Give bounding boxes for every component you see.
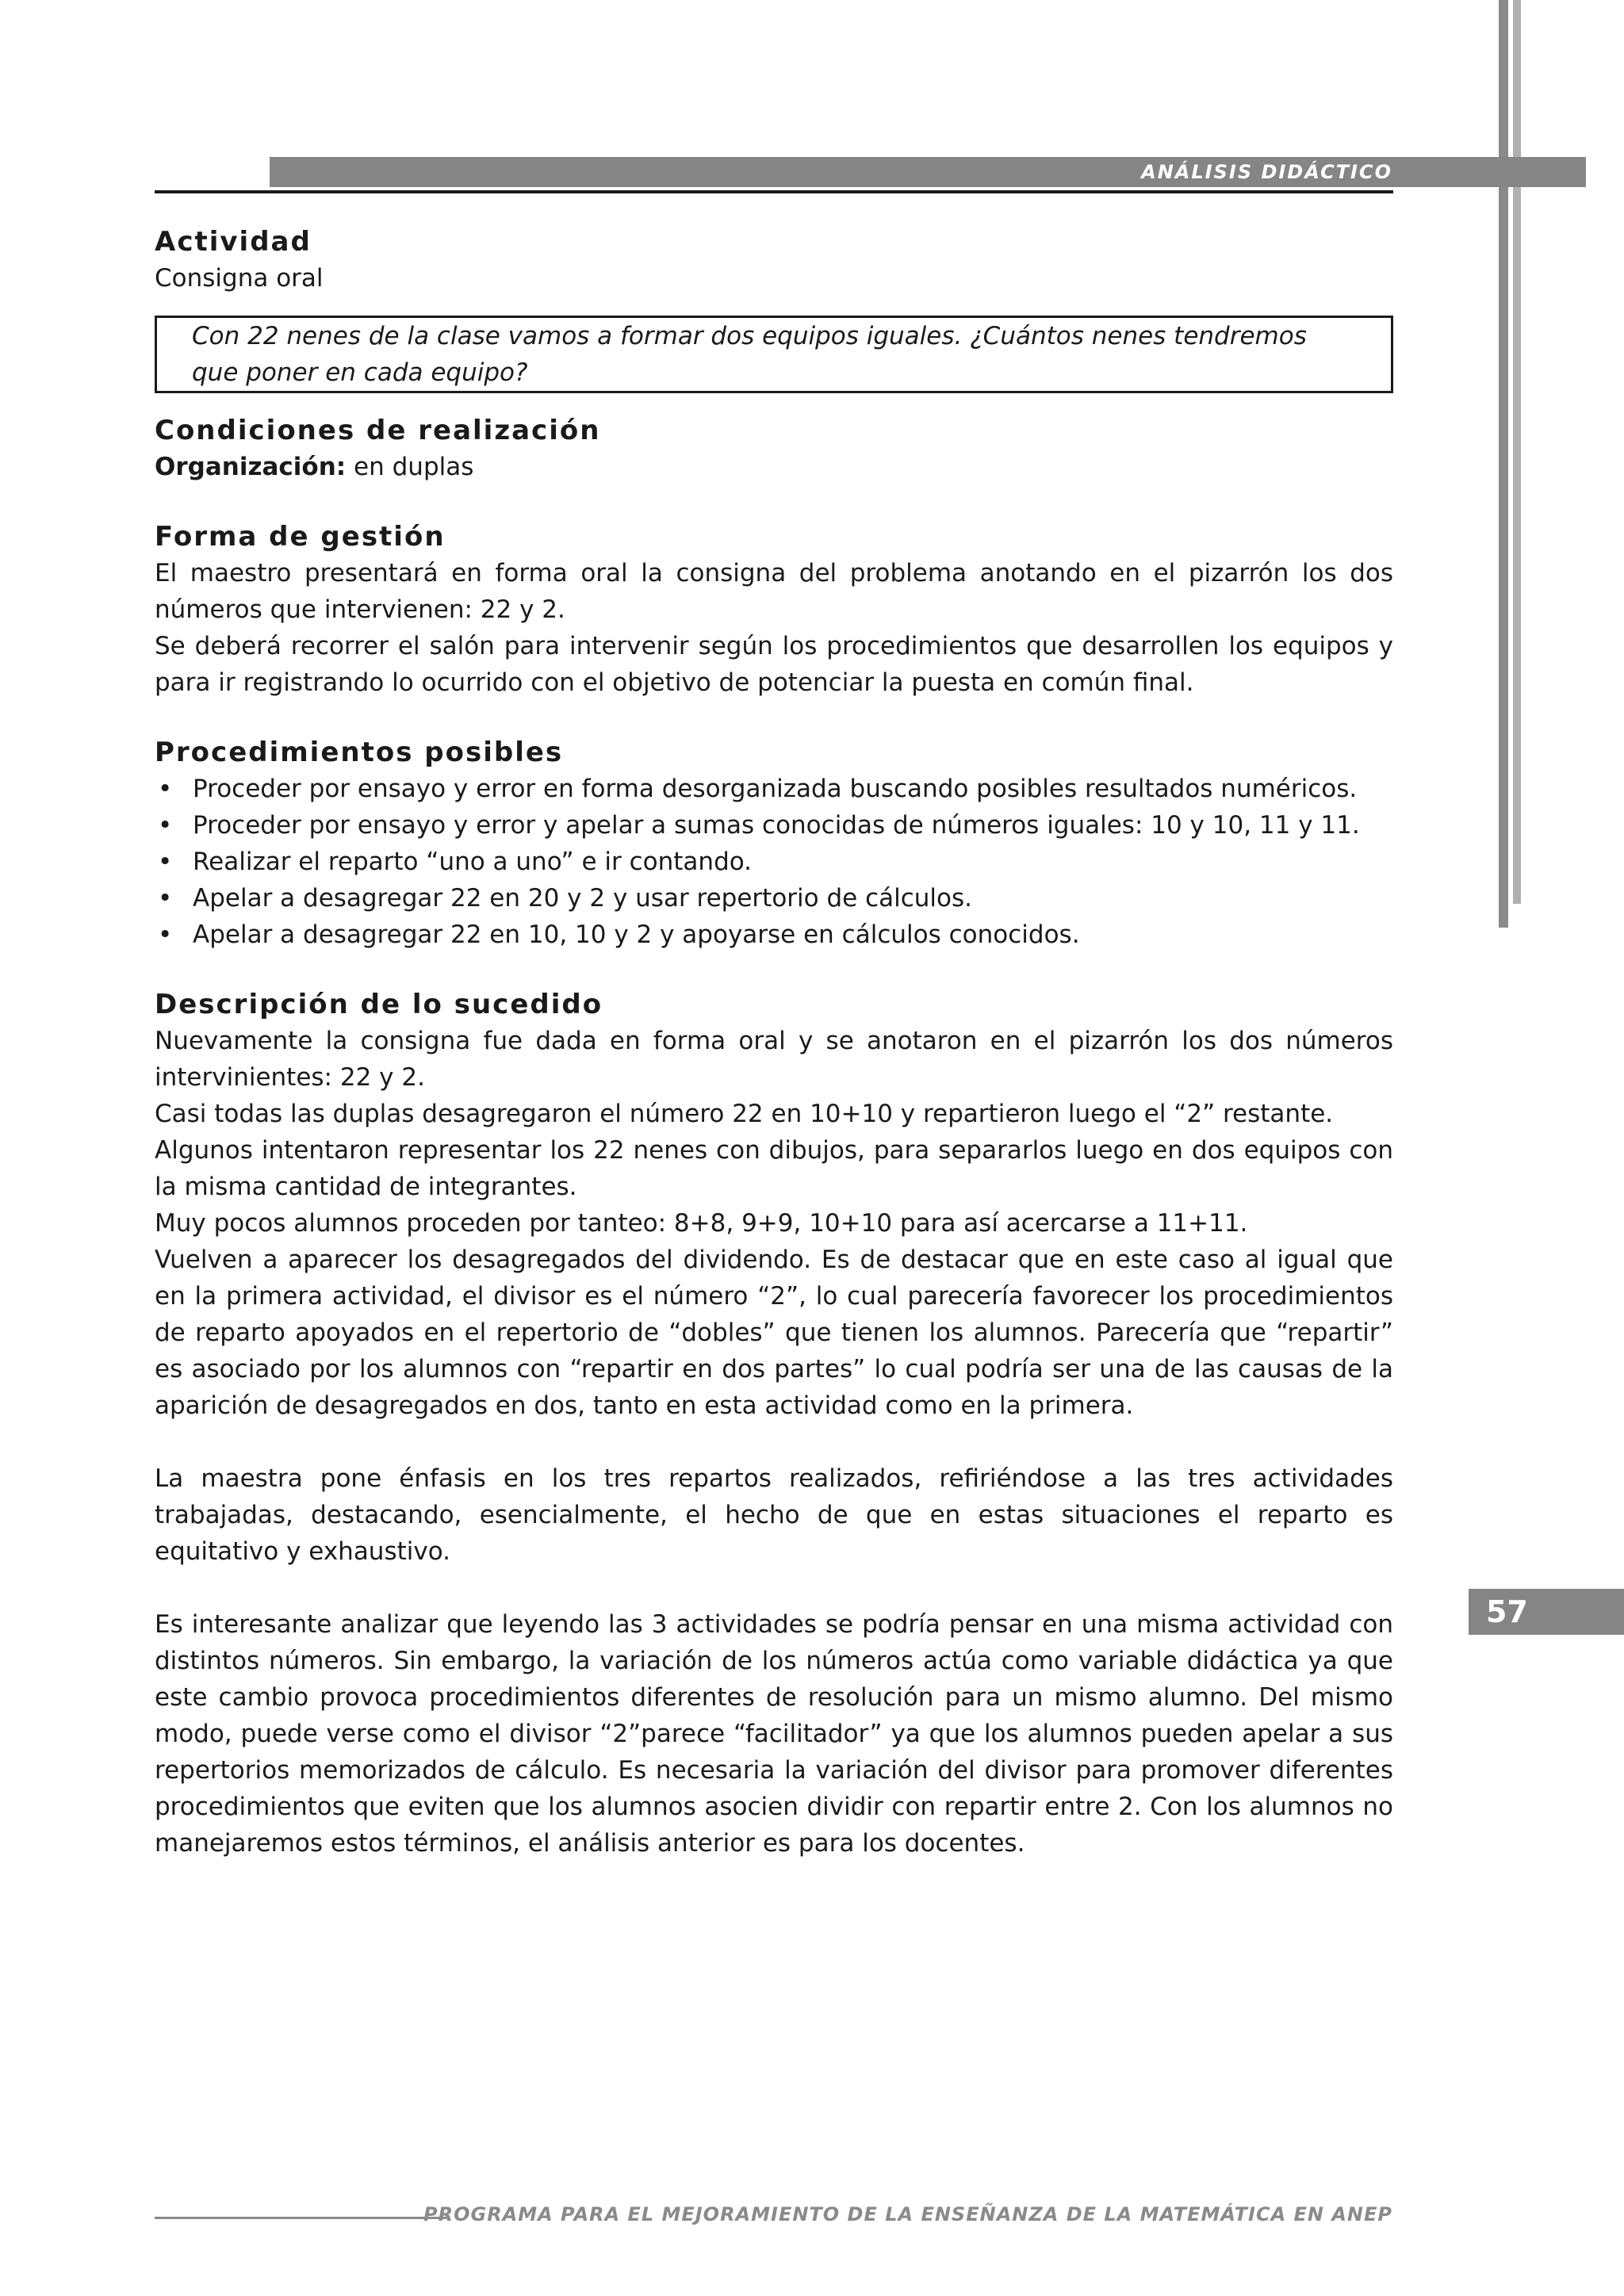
- list-item: • Proceder por ensayo y error y apelar a sumas conocidas de números iguales: 10 y 10, 11 y 11.: [155, 807, 1393, 844]
- consigna-text: Con 22 nenes de la clase vamos a formar dos equipos iguales. ¿Cuántos nenes tendremos que poner en cada equipo?: [192, 322, 1307, 387]
- list-item: • Proceder por ensayo y error en forma desorganizada buscando posibles resultados numéricos.: [155, 771, 1393, 807]
- list-item: • Apelar a desagregar 22 en 20 y 2 y usar repertorio de cálculos.: [155, 880, 1393, 916]
- decorative-bar-right: [1513, 0, 1521, 904]
- condiciones-heading: Condiciones de realización: [155, 415, 601, 446]
- page-content: [155, 224, 1393, 1862]
- final-paragraph: Es interesante analizar que leyendo las 3 actividades se podría pensar en una misma actividad con distintos números. Sin embargo, la variación de los números actúa como variable didáctica ya que este cambio provoca procedimientos diferentes de resolución para un mismo alumno. Del mismo modo, puede verse como el divisor “2”parece “facilitador” ya que los alumnos pueden apelar a sus repertorios memorizados de cálculo. Es necesaria la variación del divisor para promover diferentes procedimientos que eviten que los alumnos asocien dividir con repartir entre 2. Con los alumnos no manejaremos estos términos, el análisis anterior es para los docentes.: [155, 1610, 1393, 1858]
- descripcion-heading: Descripción de lo sucedido: [155, 989, 603, 1020]
- organizacion-label: Organización:: [155, 453, 347, 481]
- organizacion-line: [155, 449, 1393, 485]
- actividad-subheading: Consigna oral: [155, 264, 324, 293]
- actividad-heading: Actividad: [155, 226, 312, 258]
- gestion-paragraph: Se deberá recorrer el salón para intervenir según los procedimientos que desarrollen los equipos y para ir registrando lo ocurrido con el objetivo de potenciar la puesta en común final.: [155, 632, 1393, 697]
- header-rule: [155, 190, 1393, 193]
- procedimientos-list: [155, 771, 1393, 953]
- descripcion-paragraph: Nuevamente la consigna fue dada en forma oral y se anotaron en el pizarrón los dos números intervinientes: 22 y 2.: [155, 1027, 1393, 1092]
- descripcion-paragraph: Vuelven a aparecer los desagregados del dividendo. Es de destacar que en este caso al igual que en la primera actividad, el divisor es el número “2”, lo cual parecería favorecer los procedimientos de reparto apoyados en el repertorio de “dobles” que tienen los alumnos. Parecería que “repartir” es asociado por los alumnos con “repartir en dos partes” lo cual podría ser una de las causas de la aparición de desagregados en dos, tanto en esta actividad como en la primera.: [155, 1246, 1393, 1420]
- footer-program-title: PROGRAMA PARA EL MEJORAMIENTO DE LA ENSEÑANZA DE LA MATEMÁTICA EN ANEP: [423, 2203, 1392, 2225]
- procedimientos-heading: Procedimientos posibles: [155, 737, 564, 768]
- descripcion-paragraph: Algunos intentaron representar los 22 nenes con dibujos, para separarlos luego en dos equipos con la misma cantidad de integrantes.: [155, 1136, 1393, 1201]
- decorative-bar-left: [1499, 0, 1508, 928]
- gestion-paragraph: El maestro presentará en forma oral la consigna del problema anotando en el pizarrón los dos números que intervienen: 22 y 2.: [155, 559, 1393, 624]
- footer-rule: [155, 2217, 446, 2219]
- page-number: 57: [1469, 1589, 1624, 1635]
- descripcion-paragraph: Muy pocos alumnos proceden por tanteo: 8+8, 9+9, 10+10 para así acercarse a 11+11.: [155, 1209, 1248, 1238]
- list-item: • Realizar el reparto “uno a uno” e ir contando.: [155, 844, 1393, 880]
- organizacion-value: en duplas: [346, 453, 474, 481]
- descripcion-paragraph: Casi todas las duplas desagregaron el número 22 en 10+10 y repartieron luego el “2” restante.: [155, 1100, 1334, 1128]
- list-item: • Apelar a desagregar 22 en 10, 10 y 2 y apoyarse en cálculos conocidos.: [155, 916, 1393, 953]
- gestion-heading: Forma de gestión: [155, 521, 446, 553]
- consigna-box: [155, 316, 1393, 393]
- section-title: ANÁLISIS DIDÁCTICO: [1141, 161, 1392, 183]
- maestra-paragraph: La maestra pone énfasis en los tres repartos realizados, refiriéndose a las tres actividades trabajadas, destacando, esencialmente, el hecho de que en estas situaciones el reparto es equitativo y exhaustivo.: [155, 1464, 1393, 1566]
